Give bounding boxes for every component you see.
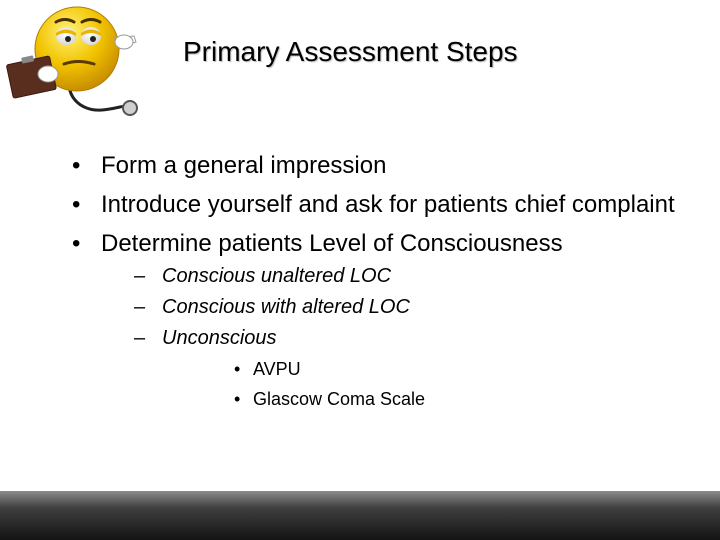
sub-bullet-text: Conscious unaltered LOC: [162, 265, 392, 287]
bullet-item: [72, 227, 682, 414]
sub-bullet-item: [101, 292, 682, 323]
bullet-marker: •: [72, 191, 81, 218]
sub-bullet-text: Unconscious: [162, 327, 277, 349]
footer-bar: [0, 491, 720, 540]
bullet-list: [72, 149, 682, 420]
sub-bullet-marker: –: [134, 327, 146, 349]
sub-bullet-text: Conscious with altered LOC: [162, 296, 410, 318]
sub-sub-bullet-marker: •: [234, 359, 241, 379]
slide-title: Primary Assessment Steps: [183, 36, 518, 67]
bullet-item: [72, 188, 682, 221]
sub-bullet-list: [101, 261, 682, 414]
sub-sub-bullet-marker: •: [234, 389, 241, 409]
bullet-text: Introduce yourself and ask for patients chief complaint: [101, 191, 675, 218]
bullet-marker: •: [72, 152, 81, 179]
sub-sub-bullet-item: [162, 384, 682, 414]
sub-sub-bullet-text: AVPU: [253, 359, 301, 379]
sub-bullet-marker: –: [134, 265, 146, 287]
sub-sub-bullet-text: Glascow Coma Scale: [253, 389, 426, 409]
bullet-marker: •: [72, 230, 81, 257]
sub-bullet-item: [101, 323, 682, 414]
bullet-item: [72, 149, 682, 182]
sub-sub-bullet-list: [162, 354, 682, 414]
sub-sub-bullet-item: [162, 354, 682, 384]
sub-bullet-marker: –: [134, 296, 146, 318]
sub-bullet-item: [101, 261, 682, 292]
doctor-smiley-icon: [2, 2, 152, 124]
bullet-text: Form a general impression: [101, 152, 387, 179]
bullet-text: Determine patients Level of Consciousness: [101, 230, 563, 257]
